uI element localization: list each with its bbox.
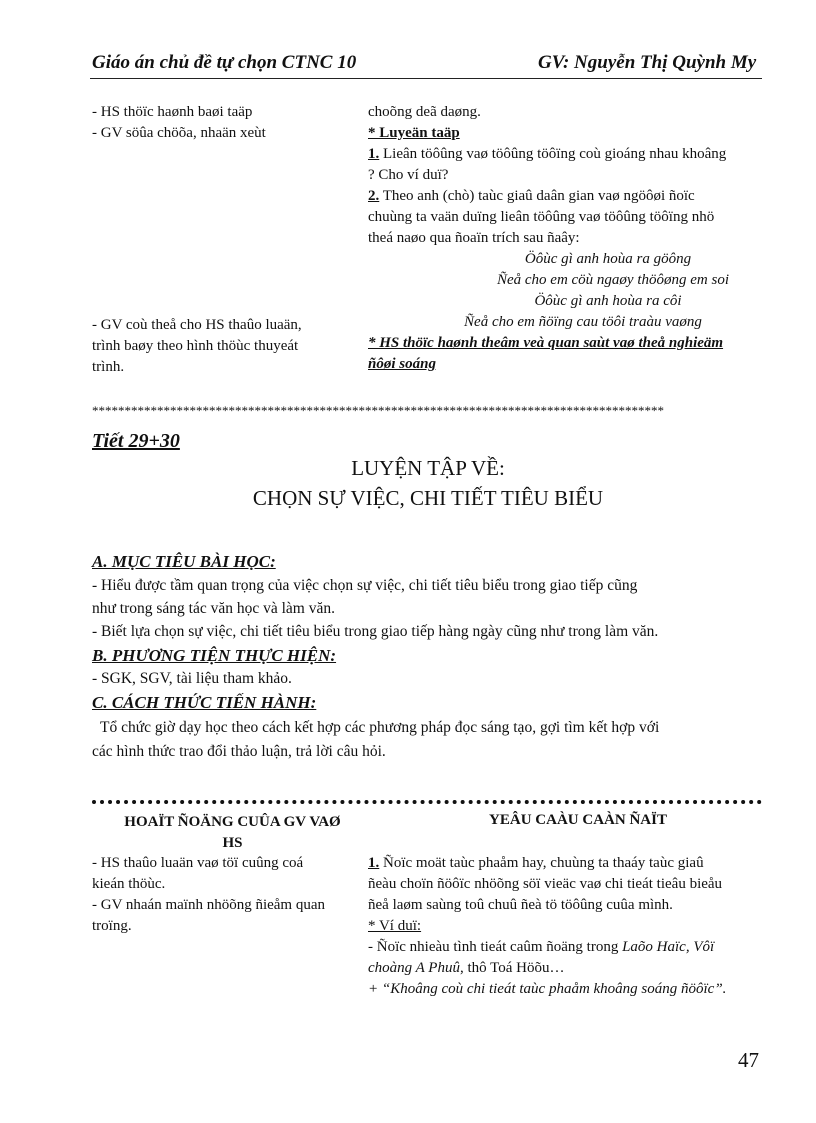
practice-note-cont: ñôøi soáng [368, 356, 436, 372]
teacher-name: GV: Nguyễn Thị Quỳnh My [538, 52, 757, 73]
section-b-line: - SGK, SGV, tài liệu tham khảo. [92, 670, 292, 687]
document-header-title: Giáo án chủ đề tự chọn CTNC 10 [92, 52, 357, 73]
activity-line: - HS thöïc haønh baøi taäp [92, 104, 253, 120]
poem-line: Ñeå cho em cöù ngaøy thöôøng em soi [496, 272, 730, 288]
section-a-heading: A. MỤC TIÊU BÀI HỌC: [92, 552, 276, 571]
table-requirement-column [368, 853, 788, 1000]
poem-line: Öôùc gì anh hoùa ra göông [524, 251, 692, 267]
question-2-cont: theá naøo qua ñoaïn trích sau ñaây: [368, 230, 580, 246]
table-header-requirement: YEÂU CAÀU CAÀN ÑAÏT [489, 812, 667, 828]
question-2-cont: chuùng ta vaän duïng lieân töôûng vaø töôûng töôïng nhö [368, 209, 715, 225]
practice-heading: * Luyeän taäp [368, 125, 460, 141]
example-line: choàng A Phuû, thô Toá Höõu… [368, 960, 565, 976]
lesson-subtitle: CHỌN SỰ VIỆC, CHI TIẾT TIÊU BIỂU [252, 486, 604, 510]
question-1: 1. Lieân töôûng vaø töôûng töôïng coù gioáng nhau khoâng [368, 146, 727, 162]
activity-column-top [92, 102, 354, 144]
table-cell-line: - GV nhaán maïnh nhöõng ñieåm quan [92, 897, 326, 913]
poem-line: Ñeå cho em ñöïng cau töôi traàu vaøng [464, 314, 702, 330]
requirement-line: choõng deã daøng. [368, 104, 481, 120]
table-cell-line: ñeàu choïn ñöôïc nhöõng söï vieäc vaø chi tieát tieâu bieåu [368, 876, 723, 892]
question-2: 2. Theo anh (chò) taùc giaû daân gian vaø ngöôøi ñoïc [368, 188, 695, 204]
example-quote: + “Khoâng coù chi tieát taùc phaåm khoâng soáng ñöôïc”. [368, 981, 727, 997]
activity-column-bottom [92, 315, 354, 378]
section-c-line: các hình thức trao đổi thảo luận, trả lời câu hỏi. [92, 743, 386, 760]
activity-line: trình baøy theo hình thöùc thuyeát [92, 338, 299, 354]
table-cell-line: ñeå laøm saùng toû chuû ñeà tö töôûng cuûa mình. [368, 897, 673, 913]
section-a-line: - Hiểu được tầm quan trọng của việc chọn sự việc, chi tiết tiêu biểu trong giao tiếp cũng [92, 577, 638, 594]
lesson-title: LUYỆN TẬP VỀ: [351, 456, 505, 480]
table-cell-line: troïng. [92, 918, 132, 934]
section-c-heading: C. CÁCH THỨC TIẾN HÀNH: [92, 693, 317, 712]
example-line: - Ñoïc nhieàu tình tieát caûm ñoäng trong Laõo Haïc, Vôï [368, 939, 715, 955]
question-1-cont: ? Cho ví duï? [368, 167, 449, 183]
section-a-line: - Biết lựa chọn sự việc, chi tiết tiêu biểu trong giao tiếp hàng ngày cũng như trong làm văn. [92, 623, 659, 640]
table-activity-column [92, 853, 354, 937]
activity-line: - GV coù theå cho HS thaûo luaän, [92, 317, 302, 333]
section-b-heading: B. PHƯƠNG TIỆN THỰC HIỆN: [92, 646, 337, 665]
poem-line: Öôùc gì anh hoùa ra côi [534, 293, 682, 309]
activity-line: trình. [92, 359, 125, 375]
table-top-border [92, 800, 762, 804]
lesson-number: Tiết 29+30 [92, 430, 180, 452]
section-c-line: Tổ chức giờ dạy học theo cách kết hợp các phương pháp đọc sáng tạo, gợi tìm kết hợp với [100, 719, 660, 736]
example-heading: * Ví duï: [368, 918, 422, 934]
page-number: 47 [738, 1048, 759, 1072]
activity-line: - GV söûa chöõa, nhaän xeùt [92, 125, 266, 141]
table-cell-line: kieán thöùc. [92, 876, 166, 892]
star-separator: **************************************************************************************** [92, 403, 664, 418]
practice-note: * HS thöïc haønh theâm veà quan saùt vaø theå nghieäm [368, 335, 724, 351]
table-cell-line: - HS thaûo luaän vaø töï cuûng coá [92, 855, 304, 871]
table-header-activity: HOAÏT ÑOÄNG CUÛA GV VAØ HS [124, 814, 341, 851]
section-a-line: như trong sáng tác văn học và làm văn. [92, 600, 335, 617]
requirement-column-top [368, 102, 788, 375]
header-divider [90, 78, 762, 79]
table-cell-line: 1. Ñoïc moät taùc phaåm hay, chuùng ta thaáy taùc giaû [368, 855, 704, 871]
